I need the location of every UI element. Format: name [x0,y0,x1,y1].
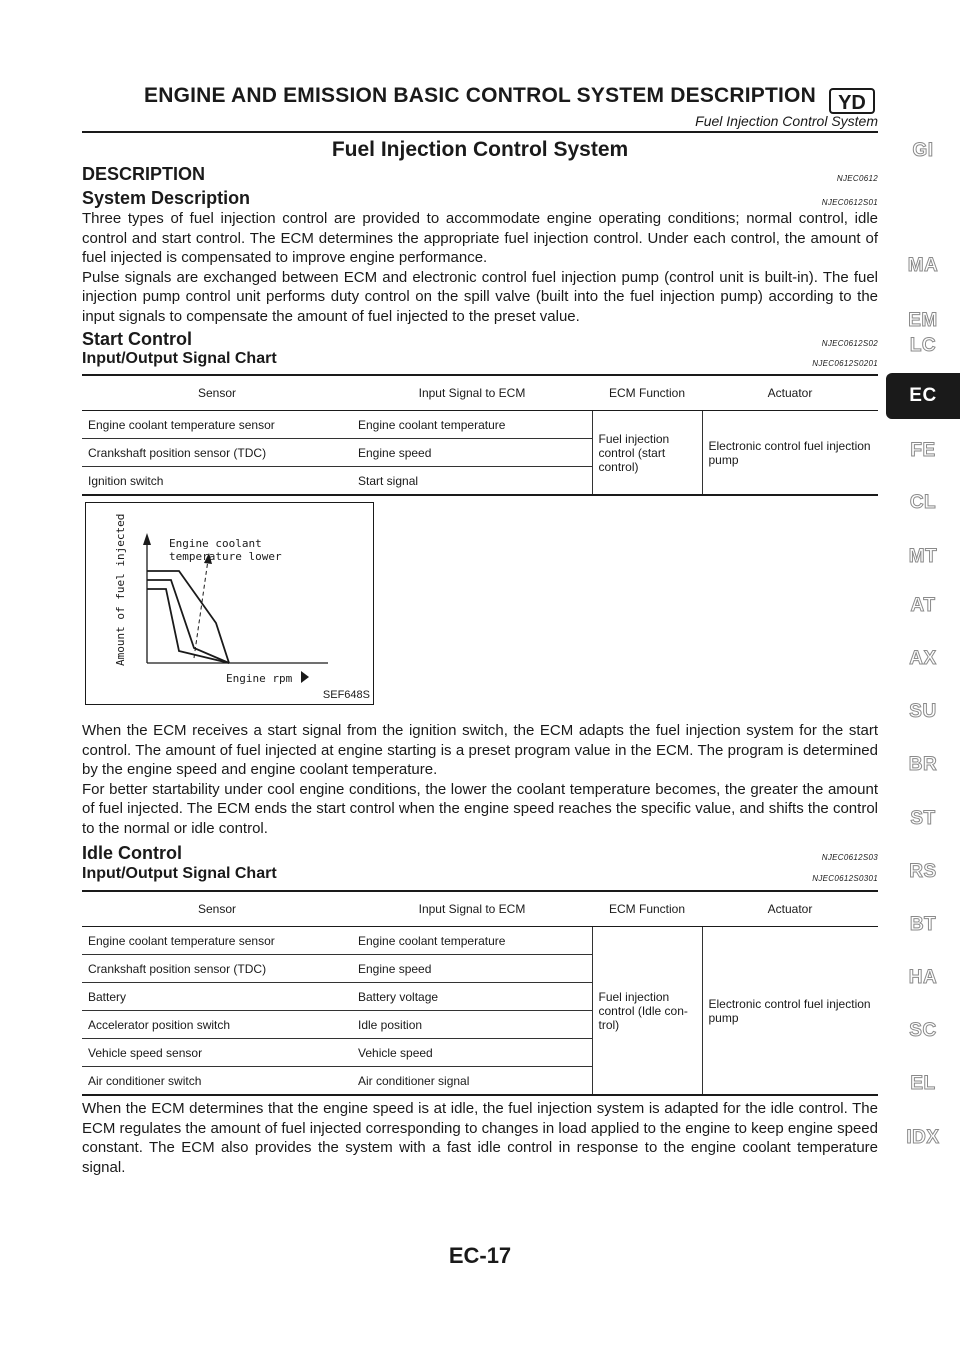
tab-bt[interactable]: BT [909,914,937,935]
idle-actuator-cell: Electronic control fuel injection pump [702,927,878,1096]
tab-at[interactable]: AT [910,595,936,616]
start-actuator-cell: Electronic control fuel injection pump [702,411,878,496]
tab-ax[interactable]: AX [909,648,937,669]
table-row: Engine coolant temperature sensor Engine coolant temperature Fuel injection control (Idle con- trol) Electronic control fuel injection pump [82,927,878,955]
fig-annotation-2: temperature lower [169,550,282,563]
col-actuator: Actuator [702,375,878,411]
tab-br[interactable]: BR [908,754,938,775]
header-rule [82,131,878,133]
idle-chart-ref: NJEC0612S0301 [812,874,878,883]
idle-function-cell: Fuel injection control (Idle con- trol) [592,927,702,1096]
start-chart-heading: Input/Output Signal Chart NJEC0612S0201 [82,350,878,368]
system-description-heading: System Description NJEC0612S01 [82,188,878,208]
col-function: ECM Function [592,891,702,927]
table-row: Battery Battery voltage [82,983,878,1011]
tab-mt[interactable]: MT [908,546,938,567]
tab-sc[interactable]: SC [909,1020,937,1041]
col-sensor: Sensor [82,375,352,411]
start-control-ref: NJEC0612S02 [821,339,878,348]
header-title: ENGINE AND EMISSION BASIC CONTROL SYSTEM DESCRIPTION [144,84,816,107]
tab-em[interactable]: EM [908,310,938,331]
idle-control-ref: NJEC0612S03 [821,853,878,862]
figure-code: SEF648S [322,689,370,701]
idle-signal-table [82,890,878,1096]
tab-lc[interactable]: LC [909,335,937,356]
tab-fe[interactable]: FE [910,440,936,461]
table-row: Accelerator position switch Idle position [82,1011,878,1039]
tab-ha[interactable]: HA [908,967,938,988]
description-ref: NJEC0612 [836,174,878,183]
fig-annotation-1: Engine coolant [169,537,262,550]
table-row: Crankshaft position sensor (TDC) Engine speed [82,439,878,467]
col-function: ECM Function [592,375,702,411]
model-badge: YD [829,88,875,114]
tab-idx[interactable]: IDX [906,1127,940,1148]
tab-ec[interactable]: EC [886,373,960,419]
system-description-ref: NJEC0612S01 [821,198,878,207]
table-row: Vehicle speed sensor Vehicle speed [82,1039,878,1067]
fig-xlabel: Engine rpm [226,672,293,685]
start-signal-table [82,374,878,496]
col-input: Input Signal to ECM [352,891,592,927]
col-input: Input Signal to ECM [352,375,592,411]
tab-gi[interactable]: GI [912,140,934,161]
idle-control-text: When the ECM determines that the engine speed is at idle, the fuel injection system is adapted for the idle control. The ECM regulates the amount of fuel injected corresponding to changes in load applied to the engine to keep engine speed constant. The ECM also provides the system with a fast idle control in response to the engine coolant temperature signal. [82,1100,878,1176]
idle-chart-heading: Input/Output Signal Chart NJEC0612S0301 [82,865,878,883]
start-control-text: When the ECM receives a start signal from the ignition switch, the ECM adapts the fuel injection system for the start control. The amount of fuel injected at engine starting is a preset program value in the ECM. The program is determined by the engine speed and engine coolant temperature. For better startability under cool engine conditions, the lower the coolant temperature becomes, the greater the amount of fuel injected. The ECM ends the start control when the engine speed reaches the specific value, and shifts the control to the normal or idle control. [82,722,878,837]
tab-cl[interactable]: CL [909,492,937,513]
tab-su[interactable]: SU [909,701,937,722]
start-chart-ref: NJEC0612S0201 [812,359,878,368]
table-row: Crankshaft position sensor (TDC) Engine speed [82,955,878,983]
start-control-heading: Start Control NJEC0612S02 [82,329,878,349]
tab-st[interactable]: ST [910,808,936,829]
fuel-injection-graph [85,502,374,705]
table-row: Air conditioner switch Air conditioner signal [82,1067,878,1096]
system-description-text: Three types of fuel injection control are provided to accommodate engine operating conditions; normal control, idle control and start control. The ECM determines the appropriate fuel injection control. Under each control, the amount of fuel injected is compensated to improve engine performance. Pulse signals are exchanged between ECM and electronic control fuel injection pump (control unit is built-in). The fuel injection pump control unit performs duty control on the spill valve (built into the fuel injection pump) according to the input signals to compensate the amount of fuel injected to the preset value. [82,210,878,325]
tab-el[interactable]: EL [910,1073,936,1094]
header-subtitle: Fuel Injection Control System [695,113,878,129]
start-function-cell: Fuel injection control (start control) [592,411,702,496]
idle-control-heading: Idle Control NJEC0612S03 [82,843,878,863]
table-row: Engine coolant temperature sensor Engine coolant temperature Fuel injection control (start control) Electronic control fuel injection pump [82,411,878,439]
page-title: Fuel Injection Control System [331,138,629,161]
page-number: EC-17 [448,1243,512,1268]
table-row: Ignition switch Start signal [82,467,878,496]
fig-ylabel: Amount of fuel injected [114,513,127,666]
tab-rs[interactable]: RS [909,861,937,882]
tab-ma[interactable]: MA [907,255,939,276]
col-sensor: Sensor [82,891,352,927]
col-actuator: Actuator [702,891,878,927]
description-heading: DESCRIPTION NJEC0612 [82,164,878,184]
